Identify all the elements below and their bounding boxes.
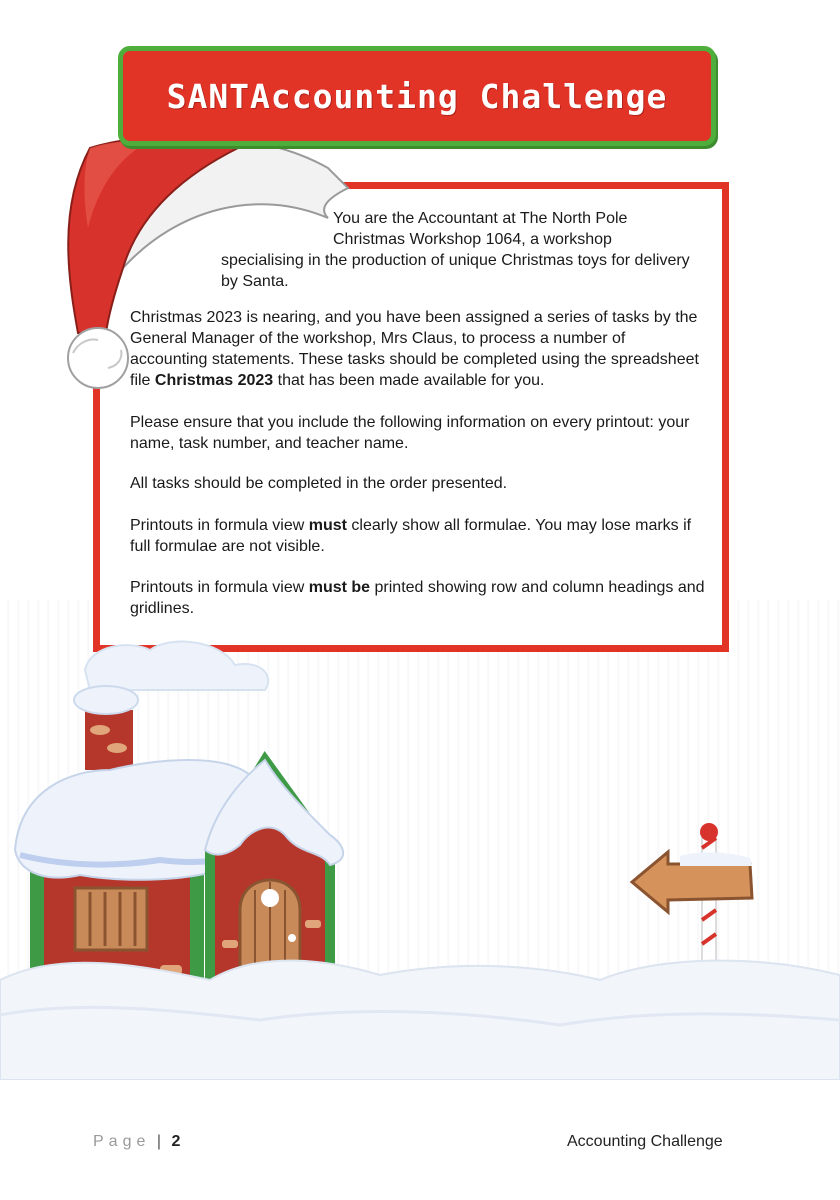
title-banner [118,46,716,146]
snow-scene [0,620,840,1080]
footer-document-title: Accounting Challenge [567,1133,723,1150]
paragraph-4 [130,515,705,557]
paragraph-5-text-b: printed showing row and column headings and gridlines. [130,579,705,617]
paragraph-5 [130,577,705,619]
paragraph-1 [130,307,705,391]
paragraph-1-text-a: Christmas 2023 is nearing, and you have been assigned a series of tasks by the General Manager of the workshop, Mrs Claus, to process a number of accounting statements. These tasks should be completed using the spreadsheet file [130,309,699,389]
paragraph-4-text-a: Printouts in formula view [130,517,309,534]
paragraph-1-text-b: that has been made available for you. [273,372,545,389]
footer-separator: | [156,1133,161,1150]
footer-page-number [93,1133,180,1151]
paragraph-2: Please ensure that you include the following information on every printout: your name, task number, and teacher name. [130,414,690,452]
page-title: SANTAccounting Challenge [166,76,668,116]
footer-page-word: Page [93,1133,151,1150]
paragraph-4-bold: must [308,517,347,534]
paragraph-5-bold: must be [308,579,371,596]
gingerbread-house-icon [15,686,343,1000]
paragraph-4-text-b: clearly show all formulae. You may lose marks if full formulae are not visible. [130,517,692,555]
intro-line-1: You are the Accountant at The North Pole Christmas Workshop 1064, a workshop [333,210,628,248]
paragraph-3: All tasks should be completed in the order presented. [130,475,508,492]
footer-number: 2 [171,1133,181,1150]
paragraph-5-text-a: Printouts in formula view [130,579,309,596]
intro-line-2: specialising in the production of unique Christmas toys for delivery by Santa. [221,252,690,290]
paragraph-1-bold: Christmas 2023 [154,372,274,389]
arrow-signpost-icon [632,823,752,970]
